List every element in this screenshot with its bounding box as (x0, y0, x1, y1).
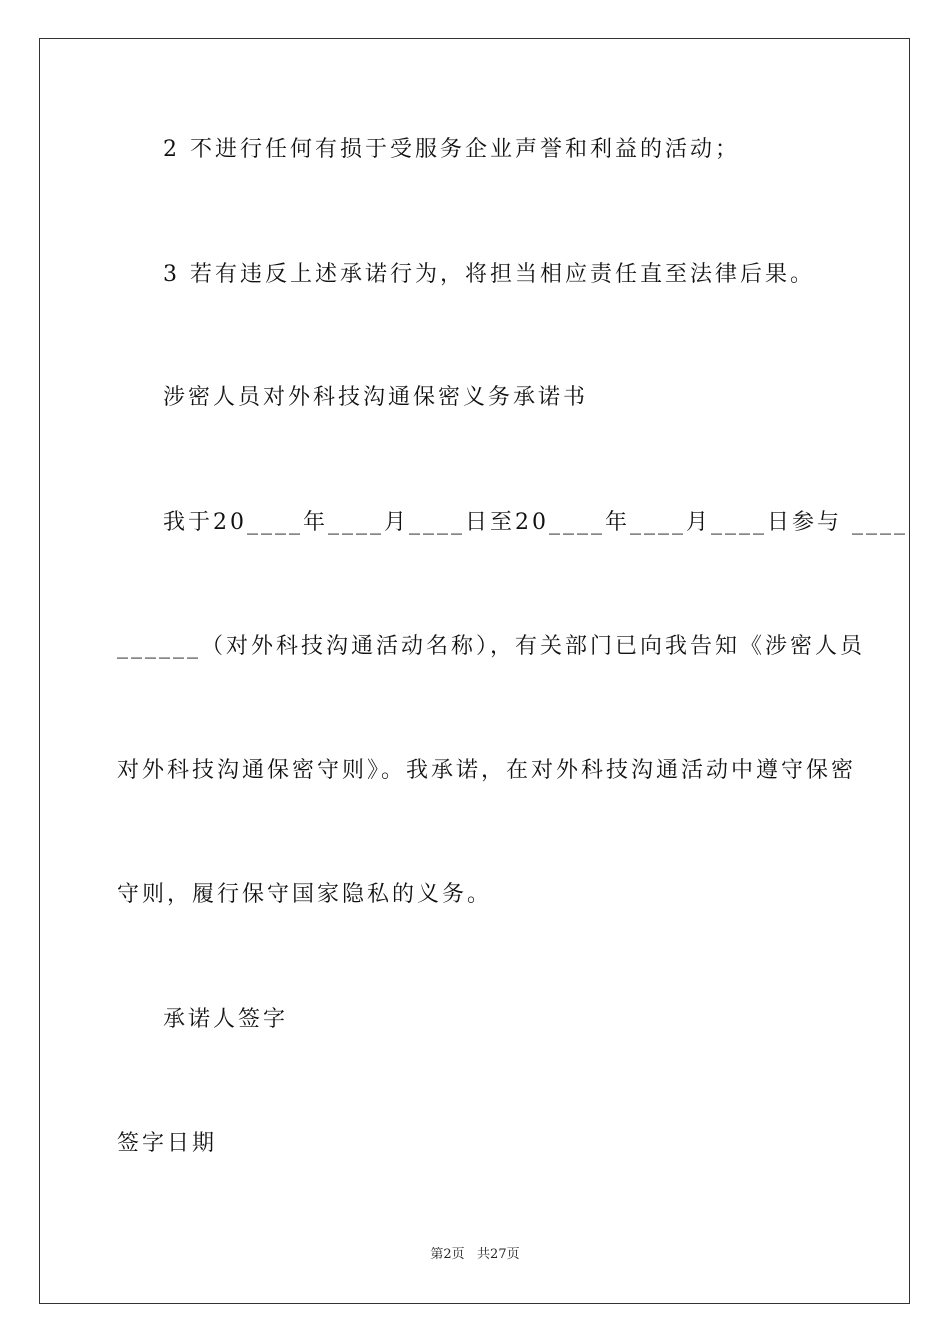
pledge-body-line-1: 我于20____年____月____日至20____年____月____日参与 ____ (163, 510, 908, 535)
pledge-body-line-3: 对外科技沟通保密守则》。我承诺，在对外科技沟通活动中遵守保密 (117, 758, 857, 783)
pledge-body-line-4: 守则，履行保守国家隐私的义务。 (117, 882, 493, 907)
clause-3: 3 若有违反上述承诺行为，将担当相应责任直至法律后果。 (163, 262, 815, 287)
signature-date-label: 签字日期 (117, 1131, 218, 1156)
page-footer: 第2页 共27页 (430, 1247, 520, 1262)
clause-2: 2 不进行任何有损于受服务企业声誉和利益的活动； (163, 137, 740, 162)
page-frame (39, 38, 910, 1304)
pledge-title: 涉密人员对外科技沟通保密义务承诺书 (163, 385, 589, 410)
signature-label: 承诺人签字 (163, 1007, 289, 1032)
pledge-body-line-2: ______（对外科技沟通活动名称），有关部门已向我告知《涉密人员 (117, 634, 866, 659)
